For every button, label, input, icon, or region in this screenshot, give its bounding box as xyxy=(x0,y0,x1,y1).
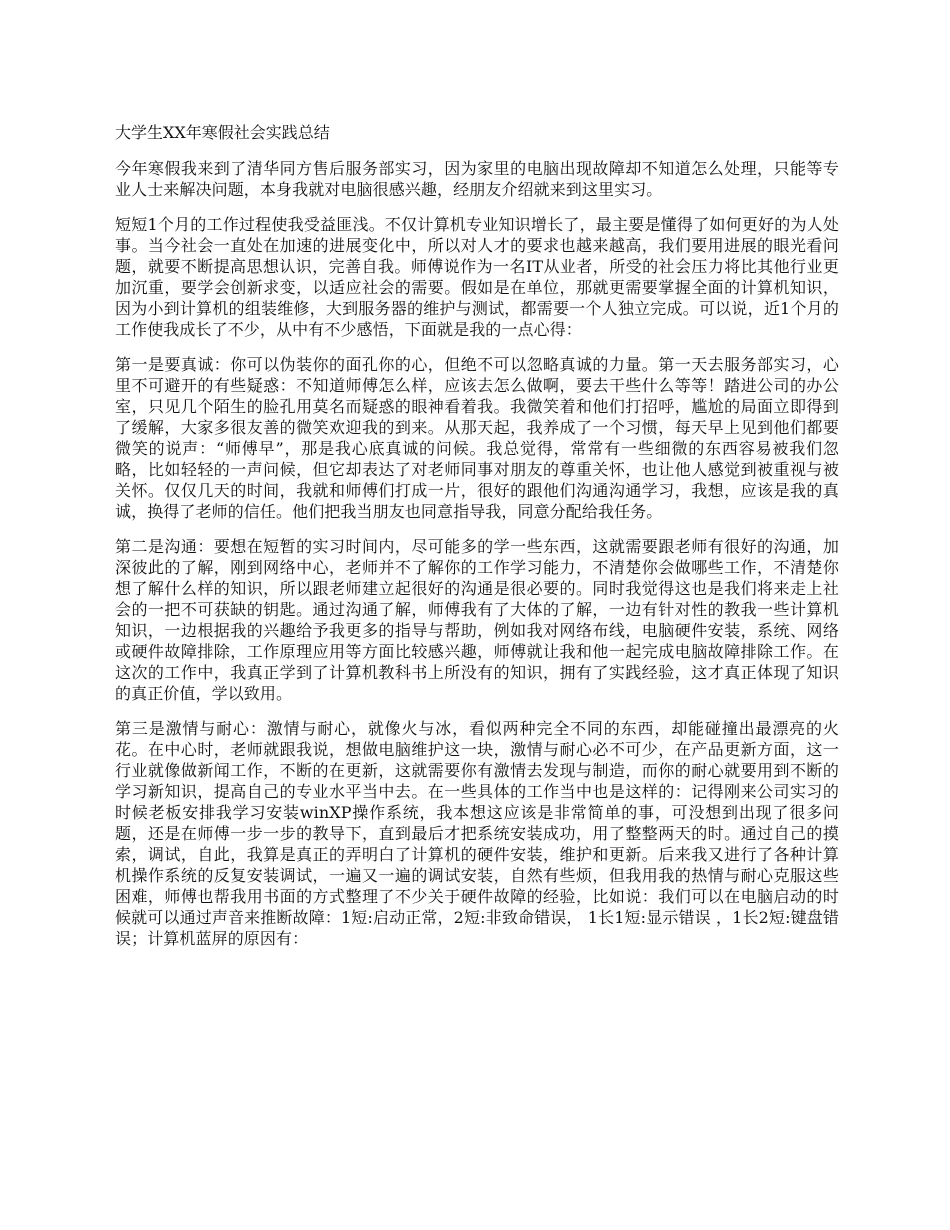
paragraph-passion-patience: 第三是激情与耐心：激情与耐心，就像火与冰，看似两种完全不同的东西，却能碰撞出最漂亮的火花。在中心时，老师就跟我说，想做电脑维护这一块，激情与耐心必不可少，在产品更新方面，这一行业就像做新闻工作，不断的在更新，这就需要你有激情去发现与制造，而你的耐心就要用到不断的学习新知识，提高自己的专业水平当中去。在一些具体的工作当中也是这样的：记得刚来公司实习的时候老板安排我学习安装winXP操作系统，我本想这应该是非常简单的事，可没想到出现了很多问题，还是在师傅一步一步的教导下，直到最后才把系统安装成功，用了整整两天的时。通过自己的摸索，调试，自此，我算是真正的弄明白了计算机的硬件安装，维护和更新。后来我又进行了各种计算机操作系统的反复安装调试，一遍又一遍的调试安装，自然有些烦，但我用我的热情与耐心克服这些困难，师傅也帮我用书面的方式整理了不少关于硬件故障的经验，比如说：我们可以在电脑启动的时候就可以通过声音来推断故障：1短:启动正常，2短:非致命错误， 1长1短:显示错误 ，1长2短:键盘错误；计算机蓝屏的原因有： xyxy=(115,719,839,948)
paragraph-overview: 短短1个月的工作过程使我受益匪浅。不仅计算机专业知识增长了，最主要是懂得了如何更好的为人处事。当今社会一直处在加速的进展变化中，所以对人才的要求也越来越高，我们要用进展的眼光看问题，就要不断提高思想认识，完善自我。师傅说作为一名IT从业者，所受的社会压力将比其他行业更加沉重，要学会创新求变，以适应社会的需要。假如是在单位，那就更需要掌握全面的计算机知识，因为小到计算机的组装维修，大到服务器的维护与测试，都需要一个人独立完成。可以说，近1个月的工作使我成长了不少，从中有不少感悟，下面就是我的一点心得： xyxy=(115,215,839,339)
paragraph-communication: 第二是沟通：要想在短暂的实习时间内，尽可能多的学一些东西，这就需要跟老师有很好的沟通，加深彼此的了解，刚到网络中心，老师并不了解你的工作学习能力，不清楚你会做哪些工作，不清楚你想了解什么样的知识，所以跟老师建立起很好的沟通是很必要的。同时我觉得这也是我们将来走上社会的一把不可获缺的钥匙。通过沟通了解，师傅我有了大体的了解，一边有针对性的教我一些计算机知识，一边根据我的兴趣给予我更多的指导与帮助，例如我对网络布线，电脑硬件安装，系统、网络或硬件故障排除，工作原理应用等方面比较感兴趣，师傅就让我和他一起完成电脑故障排除工作。在这次的工作中，我真正学到了计算机教科书上所没有的知识，拥有了实践经验，这才真正体现了知识的真正价值，学以致用。 xyxy=(115,537,839,703)
paragraph-intro: 今年寒假我来到了清华同方售后服务部实习，因为家里的电脑出现故障却不知道怎么处理，只能等专业人士来解决问题，本身我就对电脑很感兴趣，经朋友介绍就来到这里实习。 xyxy=(115,159,839,199)
document-page xyxy=(115,121,839,963)
document-title: 大学生XX年寒假社会实践总结 xyxy=(115,123,330,142)
paragraph-sincerity: 第一是要真诚：你可以伪装你的面孔你的心，但绝不可以忽略真诚的力量。第一天去服务部实习，心里不可避开的有些疑惑：不知道师傅怎么样，应该去怎么做啊，要去干些什么等等！踏进公司的办公室，只见几个陌生的脸孔用莫名而疑惑的眼神看着我。我微笑着和他们打招呼，尴尬的局面立即得到了缓解，大家多很友善的微笑欢迎我的到来。从那天起，我养成了一个习惯，每天早上见到他们都要微笑的说声：“师傅早”，那是我心底真诚的问候。我总觉得，常常有一些细微的东西容易被我们忽略，比如轻轻的一声问候，但它却表达了对老师同事对朋友的尊重关怀，也让他人感觉到被重视与被关怀。仅仅几天的时间，我就和师傅们打成一片，很好的跟他们沟通沟通学习，我想，应该是我的真诚，换得了老师的信任。他们把我当朋友也同意指导我，同意分配给我任务。 xyxy=(115,355,839,521)
